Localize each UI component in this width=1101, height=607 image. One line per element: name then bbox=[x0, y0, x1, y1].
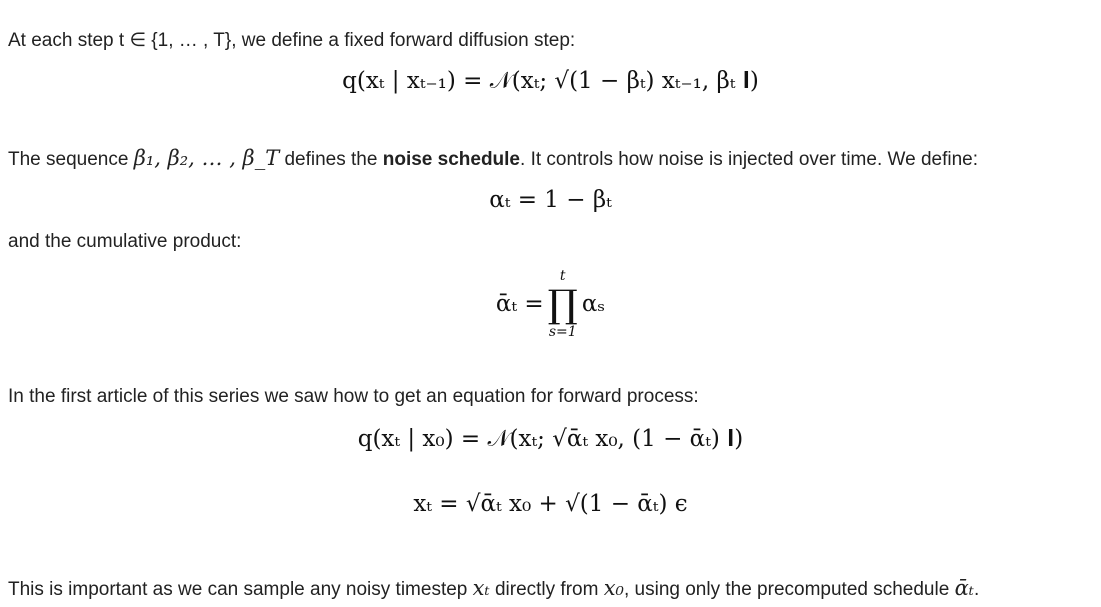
product-upper-limit: t bbox=[559, 268, 566, 284]
text-segment: . bbox=[973, 579, 980, 600]
text-segment: The sequence bbox=[8, 149, 134, 170]
text-segment: directly from bbox=[489, 579, 604, 600]
equation-forward-step: q(xₜ | xₜ₋₁) = 𝒩(xₜ; √(1 − βₜ) xₜ₋₁, βₜ 𝐈) bbox=[342, 68, 759, 94]
product-symbol: ∏ bbox=[547, 282, 578, 326]
paragraph-cumulative-product: and the cumulative product: bbox=[8, 231, 242, 252]
equation-alpha: αₜ = 1 − βₜ bbox=[489, 187, 612, 213]
paragraph-noise-schedule bbox=[8, 146, 978, 172]
equation-rhs: αₛ bbox=[581, 291, 606, 317]
product-lower-limit: s=1 bbox=[548, 324, 577, 340]
math-alpha-bar-t: ᾱₜ bbox=[954, 576, 974, 600]
paragraph-importance bbox=[8, 576, 979, 602]
equation-forward-marginal: q(xₜ | x₀) = 𝒩(xₜ; √ᾱₜ x₀, (1 − ᾱₜ) 𝐈) bbox=[357, 426, 744, 452]
equation-reparameterization: xₜ = √ᾱₜ x₀ + √(1 − ᾱₜ) ϵ bbox=[413, 491, 688, 517]
term-noise-schedule: noise schedule bbox=[382, 149, 521, 170]
text-segment: This is important as we can sample any noisy timestep bbox=[8, 579, 473, 600]
math-x-t: xₜ bbox=[472, 576, 490, 600]
product-operator bbox=[548, 268, 578, 340]
equation-alpha-bar bbox=[0, 266, 1101, 342]
math-x-0: x₀ bbox=[603, 576, 624, 600]
equation-lhs: ᾱₜ = bbox=[495, 291, 544, 317]
paragraph-forward-step: At each step t ∈ {1, … , T}, we define a fixed forward diffusion step: bbox=[8, 30, 576, 51]
text-segment: defines the bbox=[279, 149, 383, 170]
text-segment: , using only the precomputed schedule bbox=[623, 579, 955, 600]
paragraph-first-article: In the first article of this series we saw how to get an equation for forward process: bbox=[8, 386, 699, 407]
math-beta-sequence: β₁, β₂, … , β_T bbox=[133, 146, 280, 170]
text-segment: . It controls how noise is injected over time. We define: bbox=[520, 149, 978, 170]
